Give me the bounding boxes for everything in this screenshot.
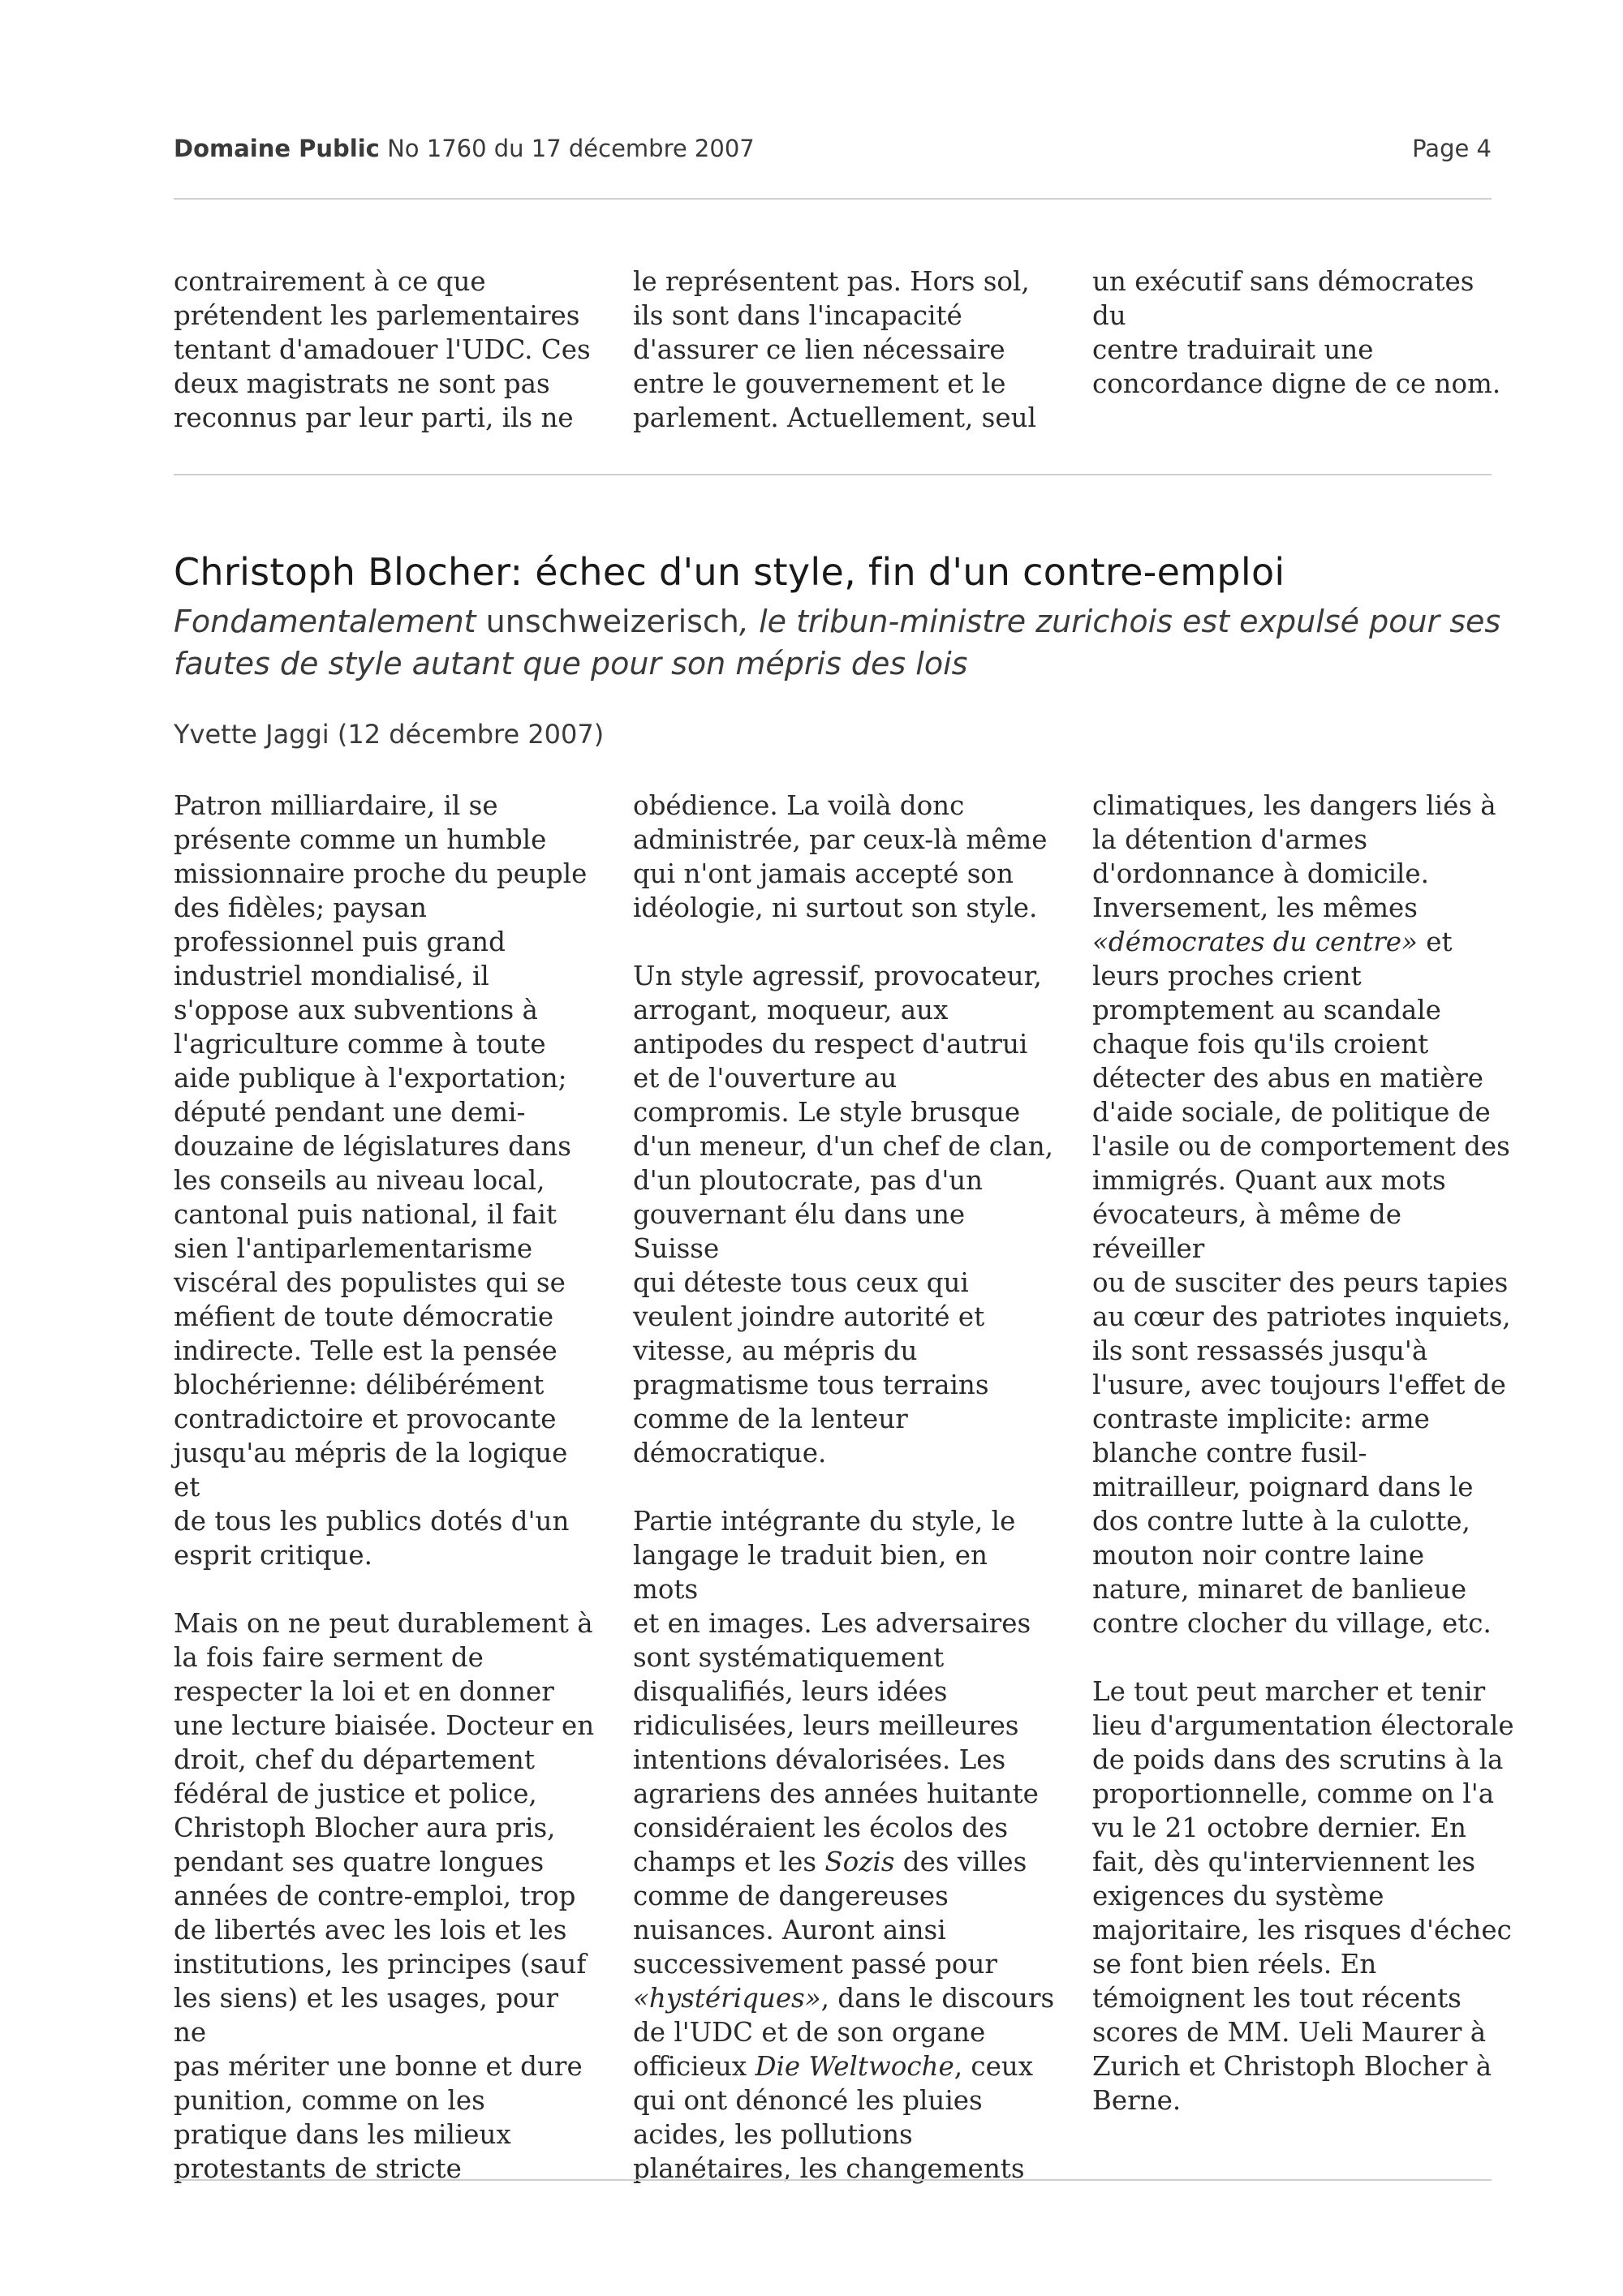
footer-divider [174,2179,1492,2181]
paragraph: Le tout peut marcher et tenir lieu d'argumentation électorale de poids dans des scrutins à la proportionnelle, comme on l'a vu le 21 octobre dernier. En fait, dès qu'interviennent les exigences du système majoritaire, les risques d'échec se font bien réels. En témoignent les tout récents scores de MM. Ueli Maurer à Zurich et Christoph Blocher à Berne. [1092,1676,1514,2116]
italic-term: Sozis [824,1847,895,1877]
italic-term: «hystériques» [633,1983,821,2014]
article-column-3 [1092,789,1514,2118]
page-header [174,135,1492,167]
issue-date: No 1760 du 17 décembre 2007 [379,135,755,162]
text-run: , dans le discours de l'UDC et de son organe officieux [633,1983,1055,2082]
previous-article-column-3 [1092,264,1514,401]
header-divider [174,198,1492,200]
text-run: , ceux qui ont dénoncé les pluies acides, les pollutions planétaires, les changements [633,2051,1034,2184]
subtitle-rest: , le tribun-ministre zurichois est expulsé pour ses fautes de style autant que pour son mépris des lois [174,604,1501,681]
text-run: climatiques, les dangers liés à la détention d'armes d'ordonnance à domicile. Inversement, les mêmes [1092,790,1496,923]
text-run: et leurs proches crient promptement au scandale chaque fois qu'ils croient détecter des abus en matière d'aide sociale, de politique de l'asile ou de comportement des immigrés. Quant aux mots évocateurs, à même de réveiller ou de susciter des peurs tapies au cœur des patriotes inquiets, ils sont ressassés jusqu'à l'usure, avec toujours l'effet de contraste implicite: arme blanche contre fusil- mitrailleur, poignard dans le dos contre lutte à la culotte, mouton noir contre laine nature, minaret de banlieue contre clocher du village, etc. [1092,927,1511,1639]
previous-article-text: le représentent pas. Hors sol, ils sont dans l'incapacité d'assurer ce lien nécessaire entre le gouvernement et le parlement. Actuellement, seul [633,266,1036,433]
paragraph [633,1504,1055,2186]
paragraph: Patron milliardaire, il se présente comme un humble missionnaire proche du peuple des fidèles; paysan professionnel puis grand industriel mondialisé, il s'oppose aux subventions à l'agriculture comme à toute aide publique à l'exportation; député pendant une demi- douzaine de législatures dans les conseils au niveau local, cantonal puis national, il fait sien l'antiparlementarisme viscéral des populistes qui se méfient de toute démocratie indirecte. Telle est la pensée blochérienne: délibérément contradictoire et provocante jusqu'au mépris de la logique et de tous les publics dotés d'un esprit critique. [174,790,588,1571]
previous-article-text: un exécutif sans démocrates du centre traduirait une concordance digne de ce nom. [1092,266,1501,399]
page-number: Page 4 [1412,135,1492,162]
subtitle-lead: Fondamentalement [174,604,476,639]
paragraph: Un style agressif, provocateur, arrogant, moqueur, aux antipodes du respect d'autrui et de l'ouverture au compromis. Le style brusque d'un meneur, d'un chef de clan, d'un ploutocrate, pas d'un gouvernant élu dans une Suisse qui déteste tous ceux qui veulent joindre autorité et vitesse, au mépris du pragmatisme tous terrains comme de la lenteur démocratique. [633,961,1053,1468]
paragraph: obédience. La voilà donc administrée, par ceux-là même qui n'ont jamais accepté son idéologie, ni surtout son style. [633,790,1048,923]
article-byline: Yvette Jaggi (12 décembre 2007) [174,719,605,750]
article-column-2 [633,789,1055,2186]
previous-article-text: contrairement à ce que prétendent les parlementaires tentant d'amadouer l'UDC. Ces deux magistrats ne sont pas reconnus par leur parti, ils ne [174,266,591,433]
paragraph [1092,789,1514,1640]
article-column-1 [174,789,596,2186]
text-run: Partie intégrante du style, le langage le traduit bien, en mots et en images. Les adversaires sont systématiquement disqualifiés, leurs idées ridiculisées, leurs meilleures intentions dévalorisées. Les agrariens des années huitante considéraient les écolos des champs et les [633,1506,1039,1877]
article-title: Christoph Blocher: échec d'un style, fin d'un contre-emploi [174,550,1285,594]
article-subtitle [174,600,1505,685]
article-divider [174,474,1492,475]
text-run: des villes comme de dangereuses nuisances. Auront ainsi successivement passé pour [633,1847,1027,1980]
publication-name: Domaine Public [174,135,380,162]
previous-article-column-2 [633,264,1055,435]
italic-term: «démocrates du centre» [1092,927,1418,957]
previous-article-column-1 [174,264,596,435]
italic-term: Die Weltwoche [755,2051,954,2082]
subtitle-term: unschweizerisch [476,604,739,639]
paragraph: Mais on ne peut durablement à la fois faire serment de respecter la loi et en donner une lecture biaisée. Docteur en droit, chef du département fédéral de justice et police, Christoph Blocher aura pris, pendant ses quatre longues années de contre-emploi, trop de libertés avec les lois et les institutions, les principes (sauf les siens) et les usages, pour ne pas mériter une bonne et dure punition, comme on les pratique dans les milieux protestants de stricte [174,1608,595,2184]
header-issue-info [174,135,755,162]
